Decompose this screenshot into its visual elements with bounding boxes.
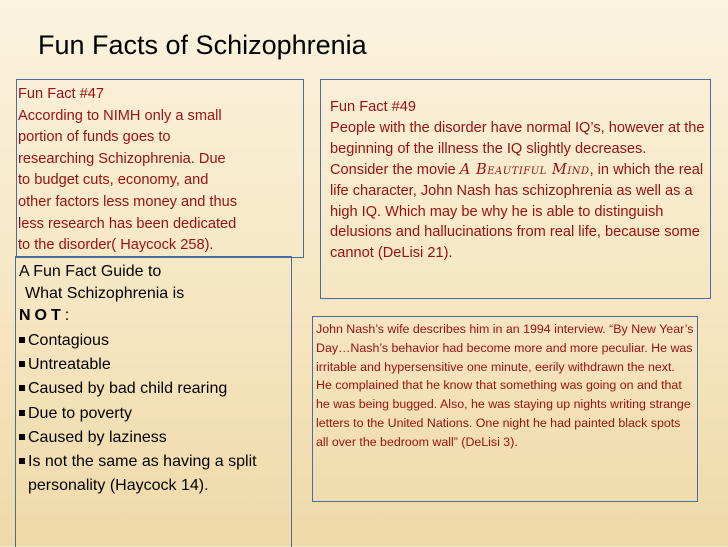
square-bullet-icon xyxy=(19,410,25,416)
fact-47-heading: Fun Fact #47 xyxy=(18,86,104,102)
fact-49-heading: Fun Fact #49 xyxy=(330,99,416,115)
fact-47-body: According to NIMH only a small portion of funds goes to researching Schizophrenia. Due to budget cuts, economy, and other factors less money and thus less research has been dedicated to the disorder( Haycock 258). xyxy=(18,107,238,254)
fact-47-text xyxy=(18,84,300,257)
fact-49-text xyxy=(330,97,708,264)
guide-heading: A Fun Fact Guide to xyxy=(19,263,162,280)
list-item xyxy=(19,426,291,450)
list-item-label: Caused by bad child rearing xyxy=(28,380,228,398)
list-item xyxy=(19,402,291,426)
nash-quote: John Nash’s wife describes him in an 1994 interview. “By New Year’s Day…Nash’s behavior had become more and more peculiar. He was irritable and hypersensitive one minute, eerily withdrawn the next. He complained that he know that something was going on and that he was being bugged. Also, he was staying up nights writing strange letters to the United Nations. One night he had painted black spots all over the bedroom wall” (DeLisi 3). xyxy=(316,322,694,449)
not-guide xyxy=(19,261,291,498)
list-item xyxy=(19,353,291,377)
square-bullet-icon xyxy=(19,434,25,440)
list-item-label: Contagious xyxy=(28,332,109,349)
square-bullet-icon xyxy=(19,361,25,367)
not-list xyxy=(19,329,291,498)
square-bullet-icon xyxy=(19,458,25,464)
fact-49-body-end: , in which the real life character, John Nash has schizophrenia as well as a high IQ. Which may be why he is able to distinguish delusions and hallucinations from real life, because some cannot (DeLisi 21). xyxy=(330,161,704,262)
movie-title: A Beautiful Mind xyxy=(459,160,590,178)
guide-not-suffix: : xyxy=(64,307,70,324)
square-bullet-icon xyxy=(19,385,25,391)
list-item xyxy=(19,377,291,401)
guide-not-line xyxy=(19,305,291,327)
list-item-label: Due to poverty xyxy=(28,404,133,422)
list-item-label: Caused by laziness xyxy=(28,428,167,446)
list-item xyxy=(19,329,291,353)
square-bullet-icon xyxy=(19,337,25,343)
list-item-label: Is not the same as having a split personality (Haycock 14). xyxy=(28,453,257,495)
fact-49-body-start: People with the disorder have normal IQ’s, however at the beginning of the illness the IQ slightly decreases. Consider the movie xyxy=(330,119,705,178)
slide-title: Fun Facts of Schizophrenia xyxy=(38,30,367,60)
guide-not-word: NOT xyxy=(19,307,65,324)
guide-heading-line2: What Schizophrenia is xyxy=(25,285,185,302)
fact-49-body xyxy=(330,118,708,264)
list-item-label: Untreatable xyxy=(28,356,111,374)
list-item xyxy=(19,450,291,498)
